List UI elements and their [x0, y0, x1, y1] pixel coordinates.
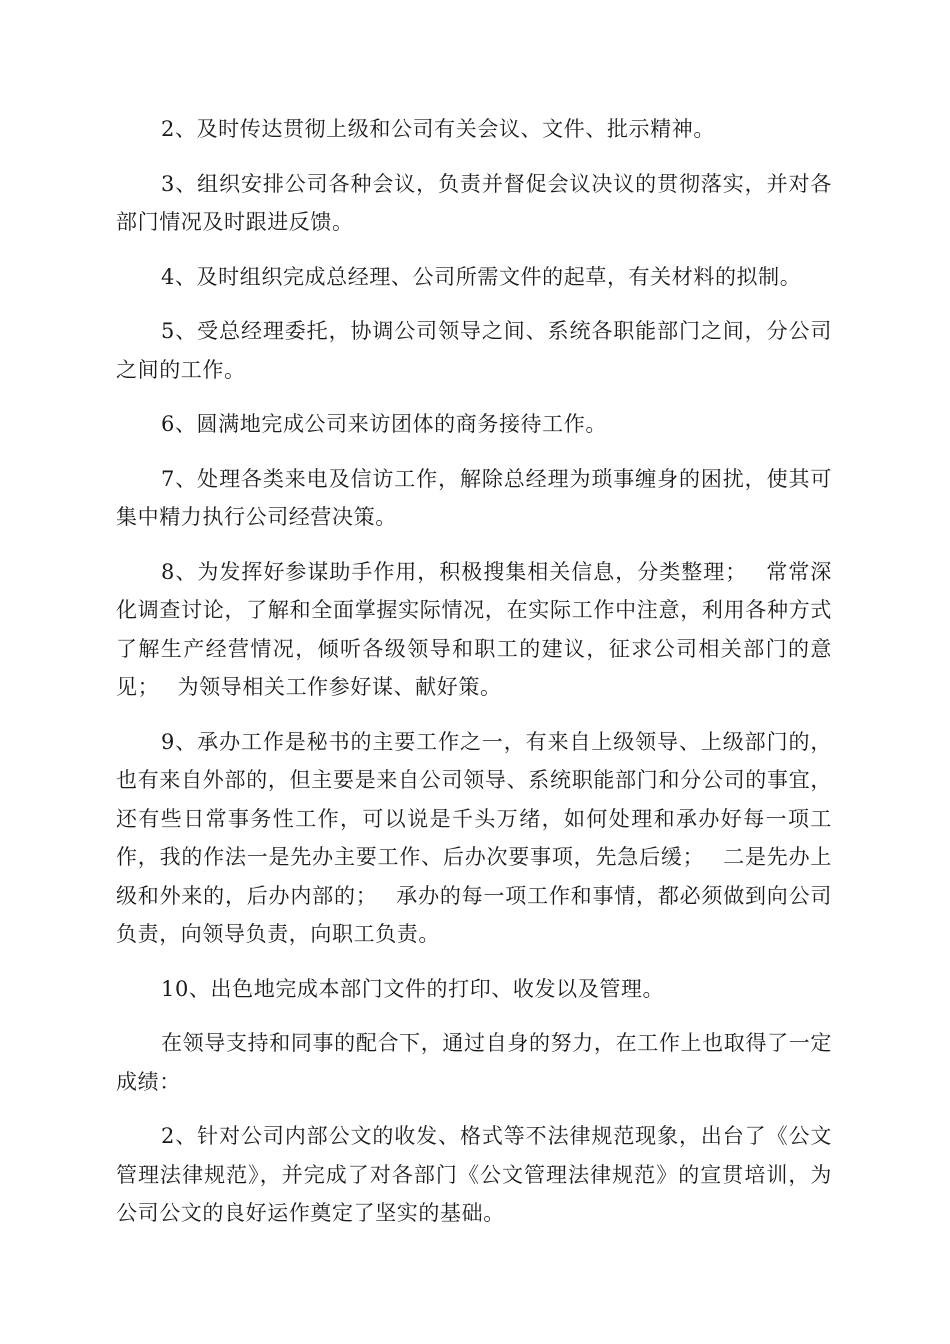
paragraph-item-6: 6、圆满地完成公司来访团体的商务接待工作。	[161, 412, 607, 436]
paragraph-achievements-intro: 在领导支持和同事的配合下，通过自身的努力，在工作上也取得了一定成绩：	[116, 1031, 832, 1094]
paragraph-achievement-2: 2、针对公司内部公文的收发、格式等不法律规范现象，出台了《公文管理法律规范》，并完成了对各部门《公文管理法律规范》的宣贯培训，为公司公文的良好运作奠定了坚实的基础。	[116, 1124, 832, 1225]
paragraph-item-7: 7、处理各类来电及信访工作，解除总经理为琐事缠身的困扰，使其可集中精力执行公司经营决策。	[116, 466, 832, 529]
paragraph-item-5: 5、受总经理委托，协调公司领导之间、系统各职能部门之间，分公司之间的工作。	[116, 319, 832, 382]
paragraph-item-10: 10、出色地完成本部门文件的打印、收发以及管理。	[161, 976, 665, 1001]
paragraph-item-3: 3、组织安排公司各种会议，负责并督促会议决议的贯彻落实，并对各部门情况及时跟进反馈。	[116, 171, 832, 234]
paragraph-item-8: 8、为发挥好参谋助手作用，积极搜集相关信息，分类整理； 常常深化调查讨论，了解和全面掌握实际情况，在实际工作中注意，利用各种方式了解生产经营情况，倾听各级领导和职工的建议，征求公司相关部门的意见； 为领导相关工作参好谋、献好策。	[116, 559, 832, 699]
paragraph-item-9: 9、承办工作是秘书的主要工作之一，有来自上级领导、上级部门的，也有来自外部的，但主要是来自公司领导、系统职能部门和分公司的事宜，还有些日常事务性工作，可以说是千头万绪，如何处理和承办好每一项工作，我的作法一是先办主要工作、后办次要事项，先急后缓； 二是先办上级和外来的，后办内部的； 承办的每一项工作和事情，都必须做到向公司负责，向领导负责，向职工负责。	[116, 729, 832, 946]
document-body	[116, 110, 832, 1249]
paragraph-item-4: 4、及时组织完成总经理、公司所需文件的起草，有关材料的拟制。	[161, 264, 802, 289]
paragraph-item-2: 2、及时传达贯彻上级和公司有关会议、文件、批示精神。	[161, 117, 715, 141]
